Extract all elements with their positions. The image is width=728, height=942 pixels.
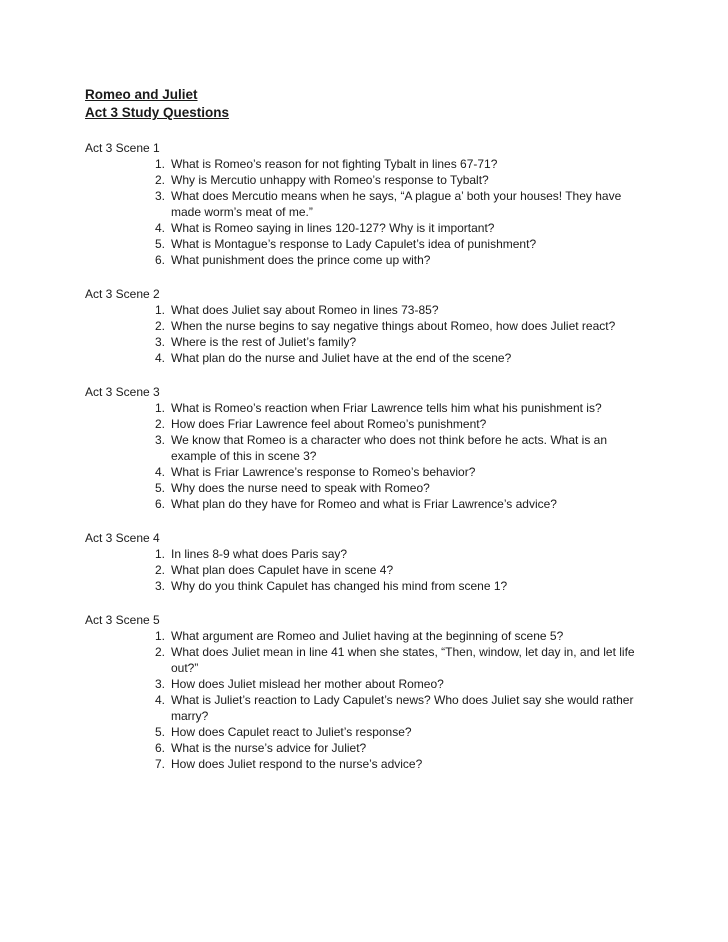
question-text: Why do you think Capulet has changed his mind from scene 1? [171, 579, 508, 593]
question-number: 4. [154, 465, 165, 479]
question-text: What plan does Capulet have in scene 4? [171, 563, 394, 577]
question-item [85, 302, 645, 318]
question-number: 6. [154, 253, 165, 267]
question-number: 3. [154, 189, 165, 203]
question-item [85, 546, 645, 562]
question-item [85, 416, 645, 432]
scene-section [85, 384, 645, 512]
question-item [85, 334, 645, 350]
question-number: 4. [154, 351, 165, 365]
question-list [85, 628, 645, 772]
question-text: How does Friar Lawrence feel about Romeo’s punishment? [171, 417, 487, 431]
question-item [85, 318, 645, 334]
document-page [85, 86, 645, 772]
question-item [85, 156, 645, 172]
question-number: 2. [154, 417, 165, 431]
question-text: Where is the rest of Juliet’s family? [171, 335, 357, 349]
question-item [85, 692, 645, 724]
question-item [85, 578, 645, 594]
question-number: 1. [154, 629, 165, 643]
question-number: 1. [154, 401, 165, 415]
question-item [85, 628, 645, 644]
question-item [85, 496, 645, 512]
question-text: What plan do the nurse and Juliet have at the end of the scene? [171, 351, 512, 365]
scene-heading: Act 3 Scene 1 [85, 141, 160, 155]
question-item [85, 172, 645, 188]
question-number: 4. [154, 221, 165, 235]
question-item [85, 220, 645, 236]
question-list [85, 546, 645, 594]
question-number: 2. [154, 173, 165, 187]
question-list [85, 400, 645, 512]
question-number: 3. [154, 579, 165, 593]
question-number: 1. [154, 547, 165, 561]
question-number: 5. [154, 481, 165, 495]
question-number: 5. [154, 237, 165, 251]
document-title: Romeo and Juliet [85, 87, 198, 102]
question-item [85, 464, 645, 480]
question-item [85, 350, 645, 366]
document-subtitle: Act 3 Study Questions [85, 105, 230, 120]
question-text: What argument are Romeo and Juliet having at the beginning of scene 5? [171, 629, 564, 643]
sections-container [85, 140, 645, 772]
question-text: How does Capulet react to Juliet’s response? [171, 725, 412, 739]
question-item [85, 432, 645, 464]
question-item [85, 480, 645, 496]
question-number: 5. [154, 725, 165, 739]
question-item [85, 236, 645, 252]
question-number: 2. [154, 645, 165, 659]
question-item [85, 756, 645, 772]
scene-section [85, 286, 645, 366]
question-text: What is Montague’s response to Lady Capulet’s idea of punishment? [171, 237, 537, 251]
scene-section [85, 530, 645, 594]
scene-heading: Act 3 Scene 4 [85, 531, 160, 545]
question-text: What punishment does the prince come up with? [171, 253, 431, 267]
question-number: 3. [154, 335, 165, 349]
question-text: How does Juliet mislead her mother about Romeo? [171, 677, 444, 691]
question-text: What is Romeo saying in lines 120-127? Why is it important? [171, 221, 495, 235]
scene-section [85, 612, 645, 772]
question-number: 3. [154, 433, 165, 447]
question-text: Why does the nurse need to speak with Romeo? [171, 481, 430, 495]
question-text: What is the nurse’s advice for Juliet? [171, 741, 367, 755]
question-item [85, 724, 645, 740]
question-text: What does Juliet say about Romeo in lines 73-85? [171, 303, 439, 317]
question-list [85, 302, 645, 366]
question-item [85, 188, 645, 220]
question-item [85, 400, 645, 416]
question-number: 7. [154, 757, 165, 771]
scene-section [85, 140, 645, 268]
question-number: 2. [154, 319, 165, 333]
scene-heading: Act 3 Scene 2 [85, 287, 160, 301]
question-text: How does Juliet respond to the nurse’s advice? [171, 757, 423, 771]
question-text: In lines 8-9 what does Paris say? [171, 547, 348, 561]
question-item [85, 252, 645, 268]
question-text: What is Romeo’s reaction when Friar Lawrence tells him what his punishment is? [171, 401, 602, 415]
question-text: What is Juliet’s reaction to Lady Capulet’s news? Who does Juliet say she would rather marry? [171, 693, 634, 723]
scene-heading: Act 3 Scene 3 [85, 385, 160, 399]
question-text: What is Friar Lawrence’s response to Romeo’s behavior? [171, 465, 476, 479]
question-text: When the nurse begins to say negative things about Romeo, how does Juliet react? [171, 319, 616, 333]
question-text: What does Juliet mean in line 41 when she states, “Then, window, let day in, and let life out?” [171, 645, 635, 675]
question-item [85, 562, 645, 578]
question-number: 6. [154, 741, 165, 755]
scene-heading: Act 3 Scene 5 [85, 613, 160, 627]
question-number: 4. [154, 693, 165, 707]
question-text: What is Romeo’s reason for not fighting Tybalt in lines 67-71? [171, 157, 498, 171]
question-number: 1. [154, 303, 165, 317]
question-number: 3. [154, 677, 165, 691]
question-text: What plan do they have for Romeo and what is Friar Lawrence’s advice? [171, 497, 557, 511]
question-item [85, 644, 645, 676]
question-item [85, 740, 645, 756]
question-number: 1. [154, 157, 165, 171]
question-list [85, 156, 645, 268]
question-number: 6. [154, 497, 165, 511]
question-number: 2. [154, 563, 165, 577]
question-text: Why is Mercutio unhappy with Romeo’s response to Tybalt? [171, 173, 489, 187]
question-item [85, 676, 645, 692]
question-text: We know that Romeo is a character who does not think before he acts. What is an example of this in scene 3? [171, 433, 608, 463]
question-text: What does Mercutio means when he says, “A plague a’ both your houses! They have made worm’s meat of me.” [171, 189, 622, 219]
